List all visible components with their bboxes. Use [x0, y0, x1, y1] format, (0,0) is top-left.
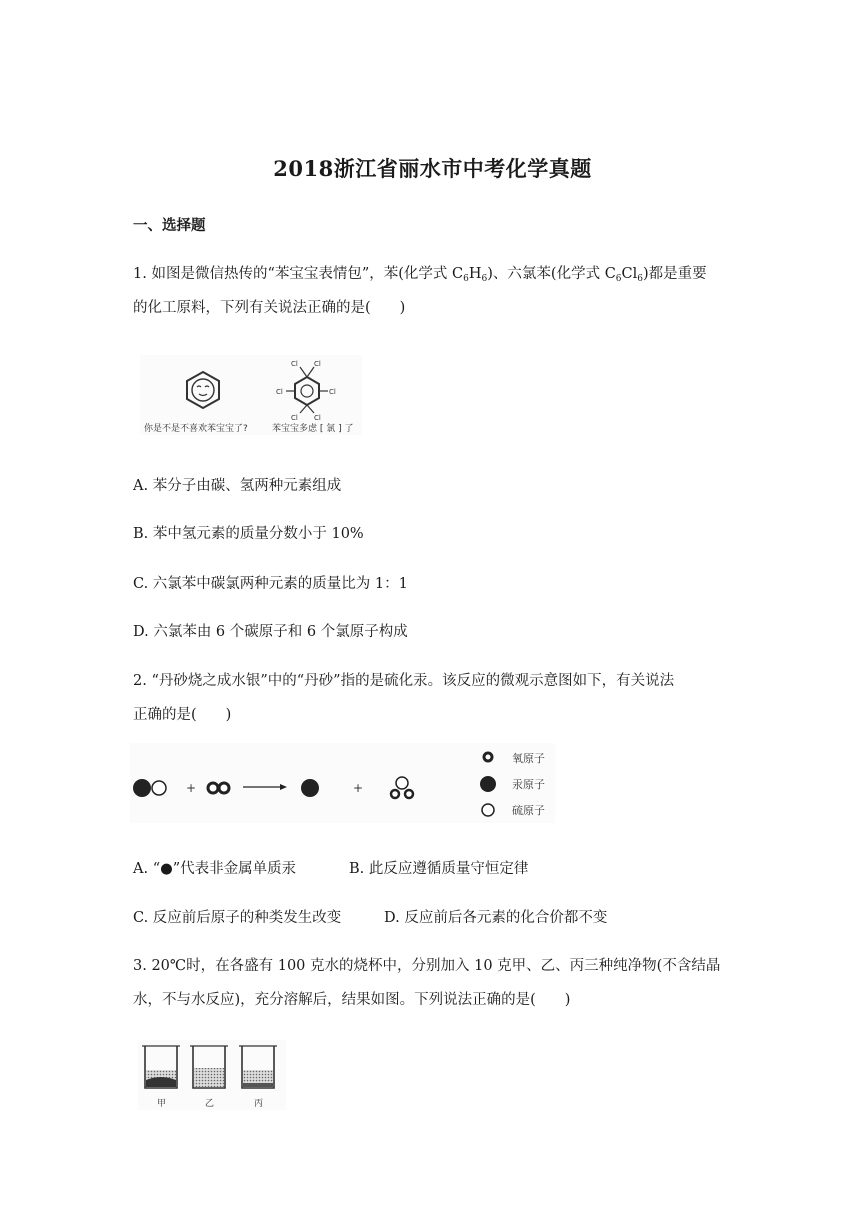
sulfur-atom-icon: [152, 781, 166, 795]
sulfur-legend-icon: [482, 804, 494, 816]
legend-mercury: 汞原子: [512, 778, 545, 791]
benzene-ring: [301, 385, 313, 397]
q1-text: )、六氯苯(化学式 C: [487, 266, 616, 282]
q1-option-c: C. 六氯苯中碳氯两种元素的质量比为 1：1: [133, 576, 408, 592]
beaker-label-bing: 丙: [254, 1099, 264, 1109]
q1-sub: 6: [637, 274, 643, 284]
q2-option-a: A. “●”代表非金属单质汞: [133, 861, 297, 877]
q3-stem-line1: 3. 20℃时，在各盛有 100 克水的烧杯中，分别加入 10 克甲、乙、丙三种纯净物(不含结晶: [133, 958, 721, 974]
q1-option-b: B. 苯中氢元素的质量分数小于 10%: [133, 526, 364, 542]
oxygen-atom-icon: [219, 783, 229, 793]
plus-sign: +: [353, 781, 364, 795]
section-heading: 一、选择题: [133, 217, 206, 234]
oxygen-legend-icon: [484, 753, 492, 761]
q1-sub: 6: [481, 274, 488, 284]
q3-stem-line2: 水，不与水反应)，充分溶解后，结果如图。下列说法正确的是( ): [133, 992, 571, 1008]
legend-sulfur: 硫原子: [512, 804, 545, 817]
smiley-face: [192, 379, 214, 401]
q1-option-d: D. 六氯苯由 6 个碳原子和 6 个氯原子构成: [133, 624, 408, 640]
page-title: 2018浙江省丽水市中考化学真题: [273, 156, 592, 181]
q2-option-b: B. 此反应遵循质量守恒定律: [349, 861, 529, 877]
q1-text: Cl: [621, 266, 638, 282]
plus-sign: +: [186, 781, 197, 795]
sulfur-atom-icon: [396, 777, 408, 789]
q1-sub: 6: [615, 274, 622, 284]
q1-sub: 6: [463, 274, 469, 284]
benzene-hexagon-right: [295, 377, 319, 405]
beaker-yi: [190, 1046, 228, 1088]
beaker-bing: [239, 1046, 277, 1088]
q1-stem-line1: [133, 262, 707, 284]
q2-stem-line2: 正确的是( ): [133, 707, 232, 723]
beakers-diagram: [138, 1040, 286, 1096]
cl-label: Cl: [329, 388, 336, 396]
face-eyes: [197, 386, 209, 387]
q2-option-c: C. 反应前后原子的种类发生改变: [133, 910, 342, 926]
mercury-atom-icon: [301, 779, 319, 797]
beaker-label-jia: 甲: [157, 1099, 167, 1109]
oxygen-atom-icon: [405, 790, 413, 798]
oxygen-atom-icon: [391, 790, 399, 798]
q2-reaction-figure: [130, 743, 555, 823]
q1-option-a: A. 苯分子由碳、氢两种元素组成: [133, 478, 342, 494]
legend-oxygen: 氧原子: [512, 752, 545, 765]
cl-label: Cl: [314, 414, 321, 422]
figure-caption-left: 你是不是不喜欢苯宝宝了?: [144, 424, 248, 434]
q1-stem-line2: 的化工原料，下列有关说法正确的是( ): [133, 300, 406, 316]
q1-figure: [140, 355, 362, 435]
cl-label: Cl: [276, 388, 283, 396]
q1-text: H: [468, 266, 482, 282]
mercury-atom-icon: [133, 779, 151, 797]
face-mouth: [199, 394, 207, 396]
mercury-legend-icon: [480, 776, 496, 792]
oxygen-atom-icon: [208, 783, 218, 793]
cl-label: Cl: [314, 360, 321, 368]
reaction-diagram: [130, 743, 430, 823]
legend-icons: [478, 747, 498, 821]
q2-stem-line1: 2. “丹砂烧之成水银”中的“丹砂”指的是硫化汞。该反应的微观示意图如下，有关说法: [133, 673, 675, 689]
beaker-jia: [142, 1046, 180, 1088]
cl-label: Cl: [291, 414, 298, 422]
q2-option-d: D. 反应前后各元素的化合价都不变: [384, 910, 608, 926]
q1-text: 1. 如图是微信热传的“苯宝宝表情包”，苯(化学式 C: [133, 266, 464, 282]
arrow-head-icon: [280, 784, 287, 790]
beaker-label-yi: 乙: [205, 1099, 215, 1109]
cl-label: Cl: [291, 360, 298, 368]
q3-beakers-figure: [138, 1040, 286, 1110]
q1-text: )都是重要: [643, 266, 707, 282]
figure-caption-right: 苯宝宝多虑 [ 氯 ] 了: [272, 424, 354, 434]
